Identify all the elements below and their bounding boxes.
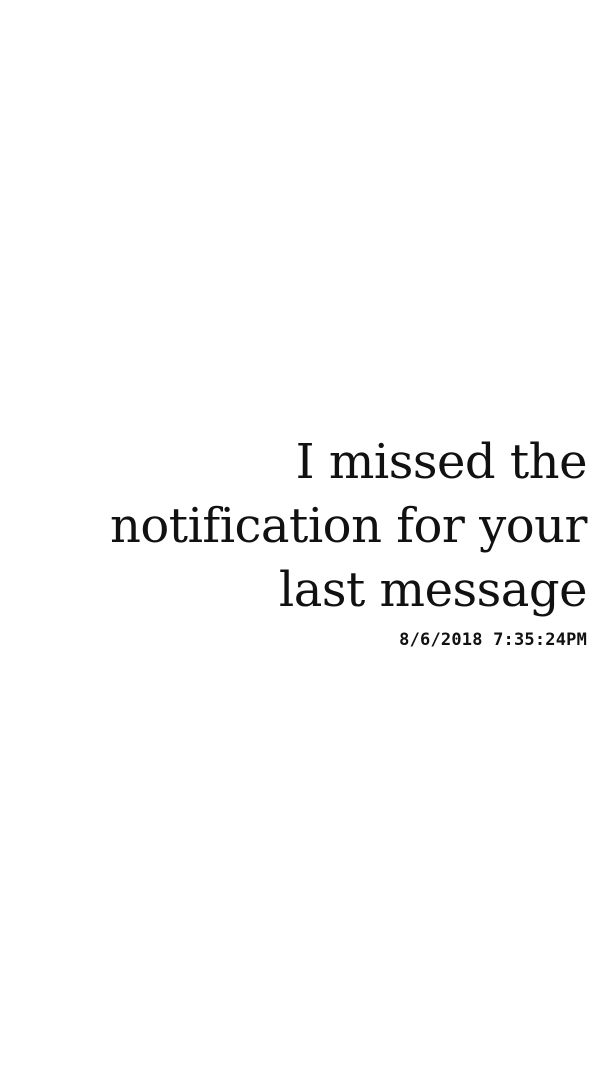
message-text: I missed the notification for your last message: [109, 434, 587, 618]
message-block: [27, 430, 587, 650]
message-timestamp: 8/6/2018 7:35:24PM: [399, 630, 587, 650]
